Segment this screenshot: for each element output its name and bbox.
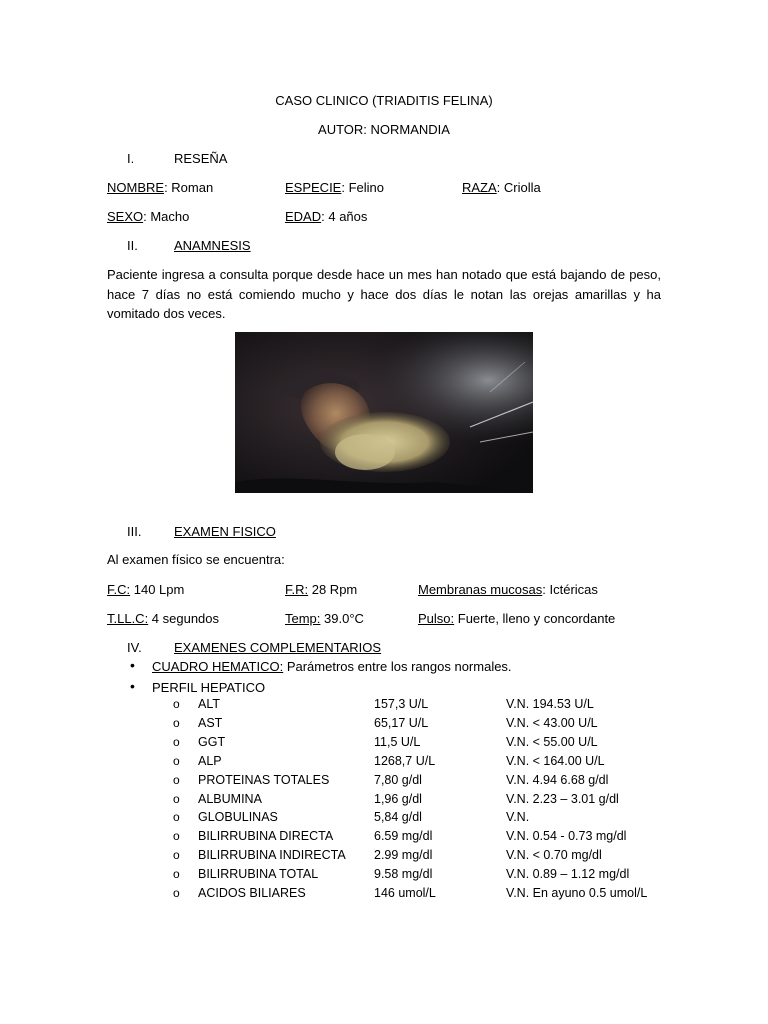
nombre-field	[107, 180, 213, 195]
lab-test-value: 6.59 mg/dl	[374, 829, 433, 844]
fr-field	[285, 582, 357, 597]
section-1-number: I.	[127, 151, 135, 166]
lab-test-value: 1268,7 U/L	[374, 753, 436, 768]
lab-test-value: 65,17 U/L	[374, 715, 429, 730]
cat-photo-illustration	[235, 332, 533, 493]
fr-value: 28 Rpm	[308, 582, 358, 597]
lab-test-value: 146 umol/L	[374, 886, 436, 900]
section-4-title: EXAMENES COMPLEMENTARIOS	[174, 640, 382, 655]
cat-photo	[235, 332, 533, 493]
sub-bullet-o: o	[173, 772, 180, 787]
edad-label: EDAD	[285, 209, 322, 224]
lab-test-reference: V.N. 2.23 – 3.01 g/dl	[506, 791, 619, 806]
pulso-label: Pulso:	[418, 611, 455, 626]
especie-label: ESPECIE	[285, 180, 342, 195]
fc-value: 140 Lpm	[130, 582, 185, 597]
lab-test-name: ALP	[198, 753, 222, 768]
nombre-label: NOMBRE	[107, 180, 165, 195]
lab-test-value: 9.58 mg/dl	[374, 867, 433, 882]
anamnesis-paragraph: Paciente ingresa a consulta porque desde hace un mes han notado que está bajando de peso, hace 7 días no está comiendo mucho y hace dos días le notan las orejas amarillas y ha vomitado dos veces.	[107, 267, 661, 321]
lab-test-name: BILIRRUBINA TOTAL	[198, 867, 319, 882]
fr-label: F.R:	[285, 582, 309, 597]
raza-label: RAZA	[462, 180, 497, 195]
section-3-number: III.	[127, 524, 142, 539]
lab-test-name: ACIDOS BILIARES	[198, 886, 306, 900]
lab-test-name: AST	[198, 715, 223, 730]
especie-value: : Felino	[341, 180, 384, 195]
tllc-value: 4 segundos	[148, 611, 220, 626]
fc-label: F.C:	[107, 582, 131, 597]
section-2-title: ANAMNESIS	[174, 238, 251, 253]
mucosas-label: Membranas mucosas	[418, 582, 543, 597]
sub-bullet-o: o	[173, 734, 180, 749]
cuadro-hematico-field	[152, 659, 512, 674]
lab-test-reference: V.N. 0.89 – 1.12 mg/dl	[506, 867, 630, 882]
tllc-field	[107, 611, 219, 626]
document-author: AUTOR: NORMANDIA	[318, 122, 450, 137]
lab-test-name: ALBUMINA	[198, 791, 262, 806]
lab-test-reference: V.N. 4.94 6.68 g/dl	[506, 772, 609, 787]
lab-test-reference: V.N. 194.53 U/L	[506, 697, 594, 711]
bullet-dot: •	[130, 678, 135, 694]
section-2-number: II.	[127, 238, 138, 253]
sub-bullet-o: o	[173, 867, 180, 882]
section-4-number: IV.	[127, 640, 142, 655]
raza-field	[462, 180, 541, 195]
perfil-hepatico-label: PERFIL HEPATICO	[152, 680, 266, 695]
sub-bullet-o: o	[173, 886, 180, 900]
sub-bullet-o: o	[173, 810, 180, 825]
mucosas-field	[418, 582, 598, 597]
cuadro-hematico-label: CUADRO HEMATICO:	[152, 659, 284, 674]
cuadro-hematico-value: Parámetros entre los rangos normales.	[283, 659, 512, 674]
sub-bullet-o: o	[173, 753, 180, 768]
temp-field	[285, 611, 364, 626]
mucosas-value: : Ictéricas	[542, 582, 598, 597]
lab-test-value: 7,80 g/dl	[374, 772, 422, 787]
sub-bullet-o: o	[173, 697, 180, 711]
lab-test-value: 157,3 U/L	[374, 697, 429, 711]
temp-value: 39.0°C	[320, 611, 364, 626]
lab-test-value: 5,84 g/dl	[374, 810, 422, 825]
lab-test-value: 2.99 mg/dl	[374, 848, 433, 863]
lab-test-reference: V.N. En ayuno 0.5 umol/L	[506, 886, 648, 900]
especie-field	[285, 180, 384, 195]
sexo-field	[107, 209, 189, 224]
lab-test-reference: V.N. < 55.00 U/L	[506, 734, 598, 749]
section-3-title: EXAMEN FISICO	[174, 524, 276, 539]
sub-bullet-o: o	[173, 791, 180, 806]
lab-test-name: ALT	[198, 697, 220, 711]
lab-test-name: PROTEINAS TOTALES	[198, 772, 330, 787]
document-title: CASO CLINICO (TRIADITIS FELINA)	[275, 93, 493, 108]
pulso-value: Fuerte, lleno y concordante	[454, 611, 616, 626]
lab-test-reference: V.N. 0.54 - 0.73 mg/dl	[506, 829, 627, 844]
bullet-dot: •	[130, 657, 135, 673]
lab-test-name: GGT	[198, 734, 226, 749]
section-1-title: RESEÑA	[174, 151, 228, 166]
lab-test-value: 11,5 U/L	[374, 734, 421, 749]
tllc-label: T.LL.C:	[107, 611, 149, 626]
lab-test-name: GLOBULINAS	[198, 810, 278, 825]
temp-label: Temp:	[285, 611, 321, 626]
pulso-field	[418, 611, 615, 626]
lab-test-reference: V.N. < 0.70 mg/dl	[506, 848, 602, 863]
lab-test-reference: V.N. < 164.00 U/L	[506, 753, 605, 768]
sexo-value: : Macho	[143, 209, 190, 224]
raza-value: : Criolla	[496, 180, 541, 195]
edad-field	[285, 209, 367, 224]
lab-test-value: 1,96 g/dl	[374, 791, 422, 806]
lab-test-reference: V.N.	[506, 810, 530, 825]
lab-test-name: BILIRRUBINA DIRECTA	[198, 829, 334, 844]
sub-bullet-o: o	[173, 848, 180, 863]
examen-intro: Al examen físico se encuentra:	[107, 552, 285, 567]
fc-field	[107, 582, 184, 597]
sexo-label: SEXO	[107, 209, 144, 224]
lab-test-name: BILIRRUBINA INDIRECTA	[198, 848, 346, 863]
nombre-value: : Roman	[164, 180, 214, 195]
edad-value: : 4 años	[321, 209, 368, 224]
sub-bullet-o: o	[173, 715, 180, 730]
sub-bullet-o: o	[173, 829, 180, 844]
lab-test-reference: V.N. < 43.00 U/L	[506, 715, 598, 730]
